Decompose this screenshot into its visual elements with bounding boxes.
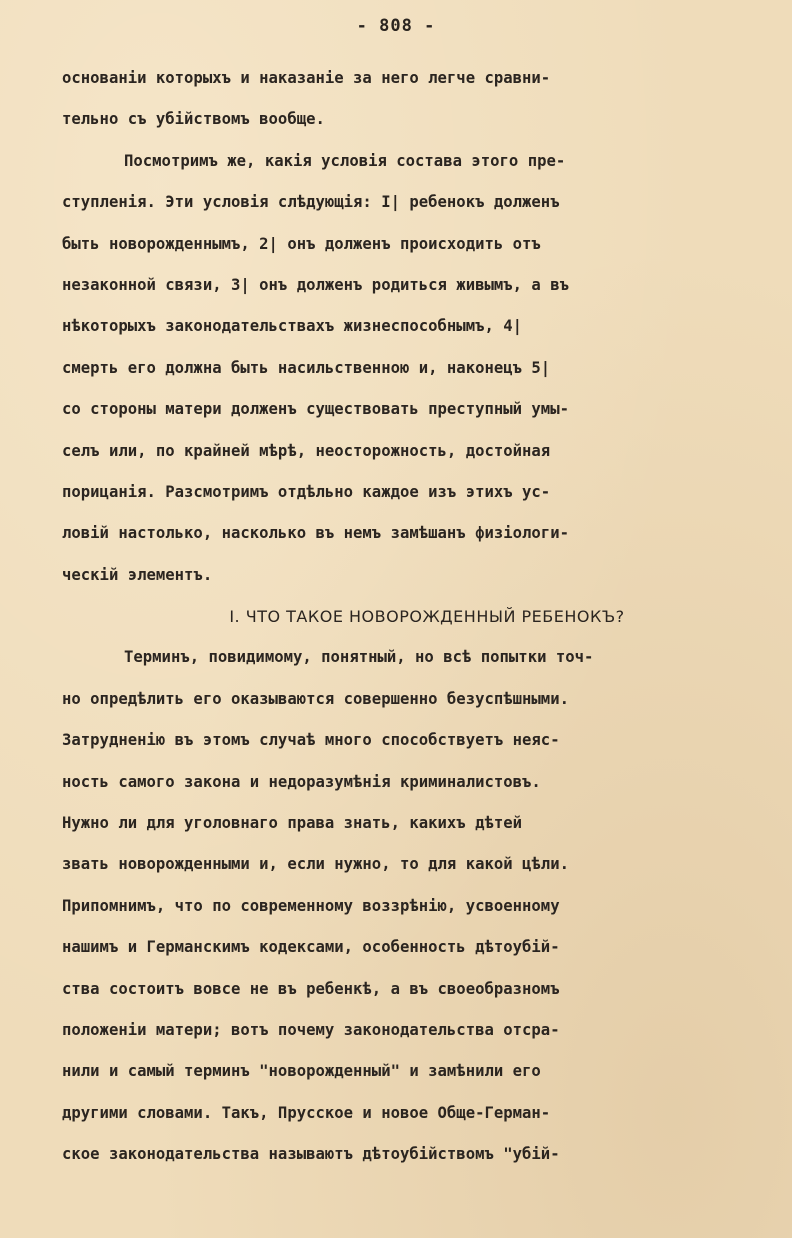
page-number: - 808 - bbox=[356, 16, 436, 36]
text-line: тельно съ убiйствомъ вообще. bbox=[62, 110, 325, 129]
text-line: основанiи которыхъ и наказанiе за него легче сравни- bbox=[62, 69, 551, 87]
text-line: звать новорожденными и, если нужно, то для какой цѣли. bbox=[62, 855, 569, 874]
text-line: Припомнимъ, что по современному воззрѣнiю, усвоенному bbox=[62, 896, 560, 915]
text-line: ческiй элементъ. bbox=[62, 565, 213, 584]
text-line: нили и самый терминъ "новорожденный" и замѣнили его bbox=[62, 1062, 541, 1081]
text-line: ность самого закона и недоразумѣнiя криминалистовъ. bbox=[62, 772, 541, 791]
text-line: порицанiя. Разсмотримъ отдѣльно каждое изъ этихъ ус- bbox=[62, 482, 551, 501]
text-line: положенiи матери; вотъ почему законодательства отсра- bbox=[62, 1020, 560, 1039]
text-line: ловiй настолько, насколько въ немъ замѣшанъ физiологи- bbox=[62, 524, 569, 543]
section-heading: I. ЧТО ТАКОЕ НОВОРОЖДЕННЫЙ РЕБЕНОКЪ? bbox=[229, 607, 625, 627]
body-text bbox=[62, 58, 752, 1176]
text-line: ское законодательства называютъ дѣтоубiйствомъ "убiй- bbox=[62, 1145, 560, 1164]
text-line: селъ или, по крайней мѣрѣ, неосторожность, достойная bbox=[62, 441, 551, 460]
text-line: ступленiя. Эти условiя слѣдующiя: I| ребенокъ долженъ bbox=[62, 193, 560, 212]
text-line: нѣкоторыхъ законодательствахъ жизнеспособнымъ, 4| bbox=[62, 317, 523, 336]
text-line: смерть его должна быть насильственною и, наконецъ 5| bbox=[62, 358, 551, 377]
text-line: ства состоитъ вовсе не въ ребенкѣ, а въ своеобразномъ bbox=[62, 979, 560, 998]
text-line: нашимъ и Германскимъ кодексами, особенность дѣтоубiй- bbox=[62, 938, 560, 957]
text-line: Затрудненiю въ этомъ случаѣ много способствуетъ неяс- bbox=[62, 731, 560, 750]
text-line: быть новорожденнымъ, 2| онъ долженъ происходить отъ bbox=[62, 234, 541, 253]
text-line: со стороны матери долженъ существовать преступный умы- bbox=[62, 400, 569, 419]
text-line: но опредѣлить его оказываются совершенно безуспѣшными. bbox=[62, 689, 569, 708]
text-line: Терминъ, повидимому, понятный, но всѣ попытки точ- bbox=[124, 648, 594, 667]
text-line: другими словами. Такъ, Прусское и новое Обще-Герман- bbox=[62, 1103, 551, 1122]
text-line: незаконной связи, 3| онъ долженъ родиться живымъ, а въ bbox=[62, 275, 569, 294]
text-line: Нужно ли для уголовнаго права знать, какихъ дѣтей bbox=[62, 814, 523, 833]
text-line: Посмотримъ же, какiя условiя состава этого пре- bbox=[124, 151, 566, 170]
